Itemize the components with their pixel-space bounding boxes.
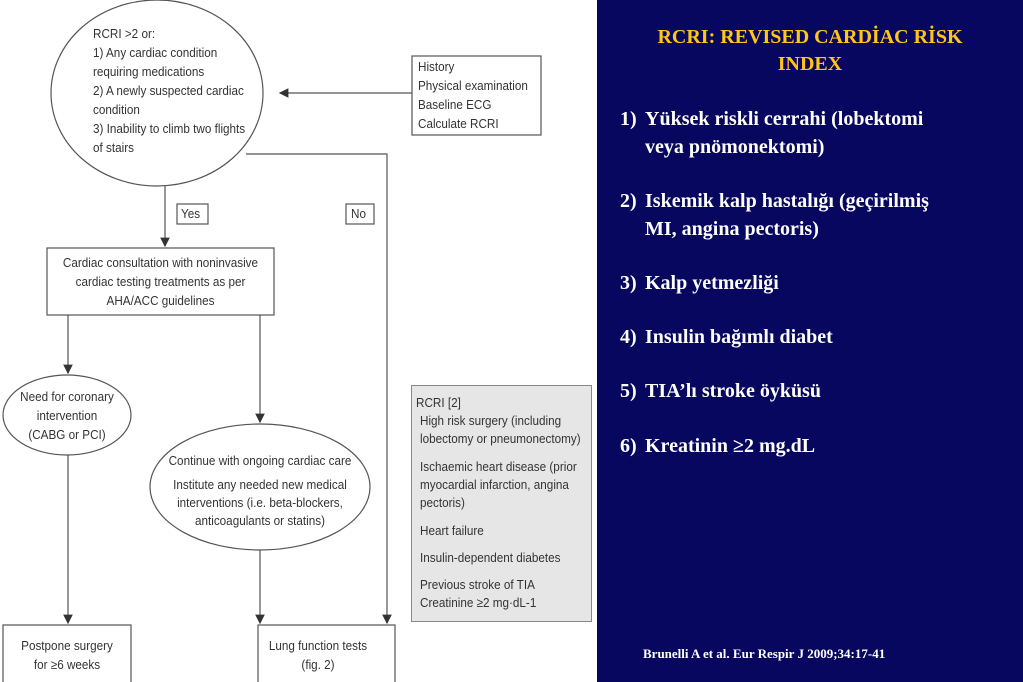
text-line: condition — [93, 102, 140, 117]
item-number: 1) — [620, 108, 637, 130]
text-line: History — [418, 59, 455, 74]
item-text: Kreatinin ≥2 mg.dL — [645, 435, 816, 457]
text-line: High risk surgery (including — [420, 413, 562, 428]
text-line: Cardiac consultation with noninvasive — [62, 255, 259, 270]
rcri-item: Heart failure — [420, 523, 484, 538]
text-line: requiring medications — [93, 64, 205, 79]
item-text: TIA’lı stroke öyküsü — [645, 380, 821, 402]
item-number: 5) — [620, 380, 637, 402]
text-line: (CABG or PCI) — [28, 427, 106, 442]
text-line: Calculate RCRI — [418, 116, 499, 131]
text-line: intervention — [36, 408, 98, 423]
panel-item-1 — [620, 105, 923, 161]
rcri-box-title: RCRI [2] — [416, 395, 461, 410]
citation: Brunelli A et al. Eur Respir J 2009;34:17-41 — [643, 646, 886, 661]
consult-box-text — [58, 253, 262, 310]
text-line: Physical examination — [418, 78, 528, 93]
text-line: Lung function tests — [268, 638, 368, 653]
item-text: Kalp yetmezliği — [645, 272, 779, 294]
text-line: Previous stroke of TIA — [420, 577, 535, 592]
text-line: Need for coronary — [20, 389, 114, 404]
item-text: Iskemik kalp hastalığı (geçirilmiş — [645, 190, 929, 212]
item-number: 4) — [620, 326, 637, 348]
panel-item-6 — [620, 432, 815, 460]
text-line: 1) Any cardiac condition — [93, 45, 218, 60]
item-text: veya pnömonektomi) — [645, 136, 825, 158]
text-line: for ≥6 weeks — [33, 657, 101, 672]
text-line: (fig. 2) — [301, 657, 335, 672]
text-line: Creatinine ≥2 mg·dL-1 — [420, 595, 537, 610]
lung-box-text — [264, 636, 372, 674]
text-line: Ischaemic heart disease (prior — [420, 459, 577, 474]
text-line: AHA/ACC guidelines — [106, 293, 215, 308]
text-line: pectoris) — [420, 495, 465, 510]
text-line: 2) A newly suspected cardiac — [93, 83, 244, 98]
item-number: 6) — [620, 435, 637, 457]
rcri-item — [420, 458, 577, 512]
panel-item-3 — [620, 269, 779, 297]
yes-label: Yes — [181, 206, 201, 221]
item-number: 3) — [620, 272, 637, 294]
rcri-item — [420, 576, 536, 612]
text-line: lobectomy or pneumonectomy) — [420, 431, 581, 446]
item-text: Insulin bağımlı diabet — [645, 326, 833, 348]
text-line: of stairs — [93, 140, 134, 155]
panel-item-5 — [620, 377, 821, 405]
title-line: RCRI: REVISED CARDİAC RİSK — [657, 26, 963, 48]
title-line: INDEX — [777, 53, 843, 75]
rcri-box — [411, 385, 592, 622]
rcri-item: Insulin-dependent diabetes — [420, 550, 561, 565]
item-text: MI, angina pectoris) — [645, 218, 819, 240]
text-line: Baseline ECG — [418, 97, 492, 112]
postpone-box-text — [9, 636, 124, 674]
coronary-node-text — [9, 387, 124, 444]
criteria-node-text — [93, 24, 245, 157]
text-line: cardiac testing treatments as per — [75, 274, 246, 289]
panel-item-2 — [620, 187, 929, 243]
rcri-item — [420, 412, 581, 448]
rcri-panel — [597, 0, 1023, 682]
no-label: No — [351, 206, 366, 221]
text-line: interventions (i.e. beta-blockers, — [177, 495, 343, 510]
initial-box-text — [418, 57, 528, 133]
panel-title — [597, 24, 1023, 78]
text-line: Continue with ongoing cardiac care — [168, 453, 352, 468]
text-line: Postpone surgery — [21, 638, 113, 653]
text-line: anticoagulants or statins) — [194, 513, 326, 528]
text-line: myocardial infarction, angina — [420, 477, 569, 492]
item-number: 2) — [620, 190, 637, 212]
text-line: 3) Inability to climb two flights — [93, 121, 246, 136]
panel-item-4 — [620, 323, 833, 351]
text-line: RCRI >2 or: — [93, 26, 156, 41]
continue-node-text — [161, 452, 359, 530]
text-line: Institute any needed new medical — [173, 477, 347, 492]
item-text: Yüksek riskli cerrahi (lobektomi — [645, 108, 924, 130]
